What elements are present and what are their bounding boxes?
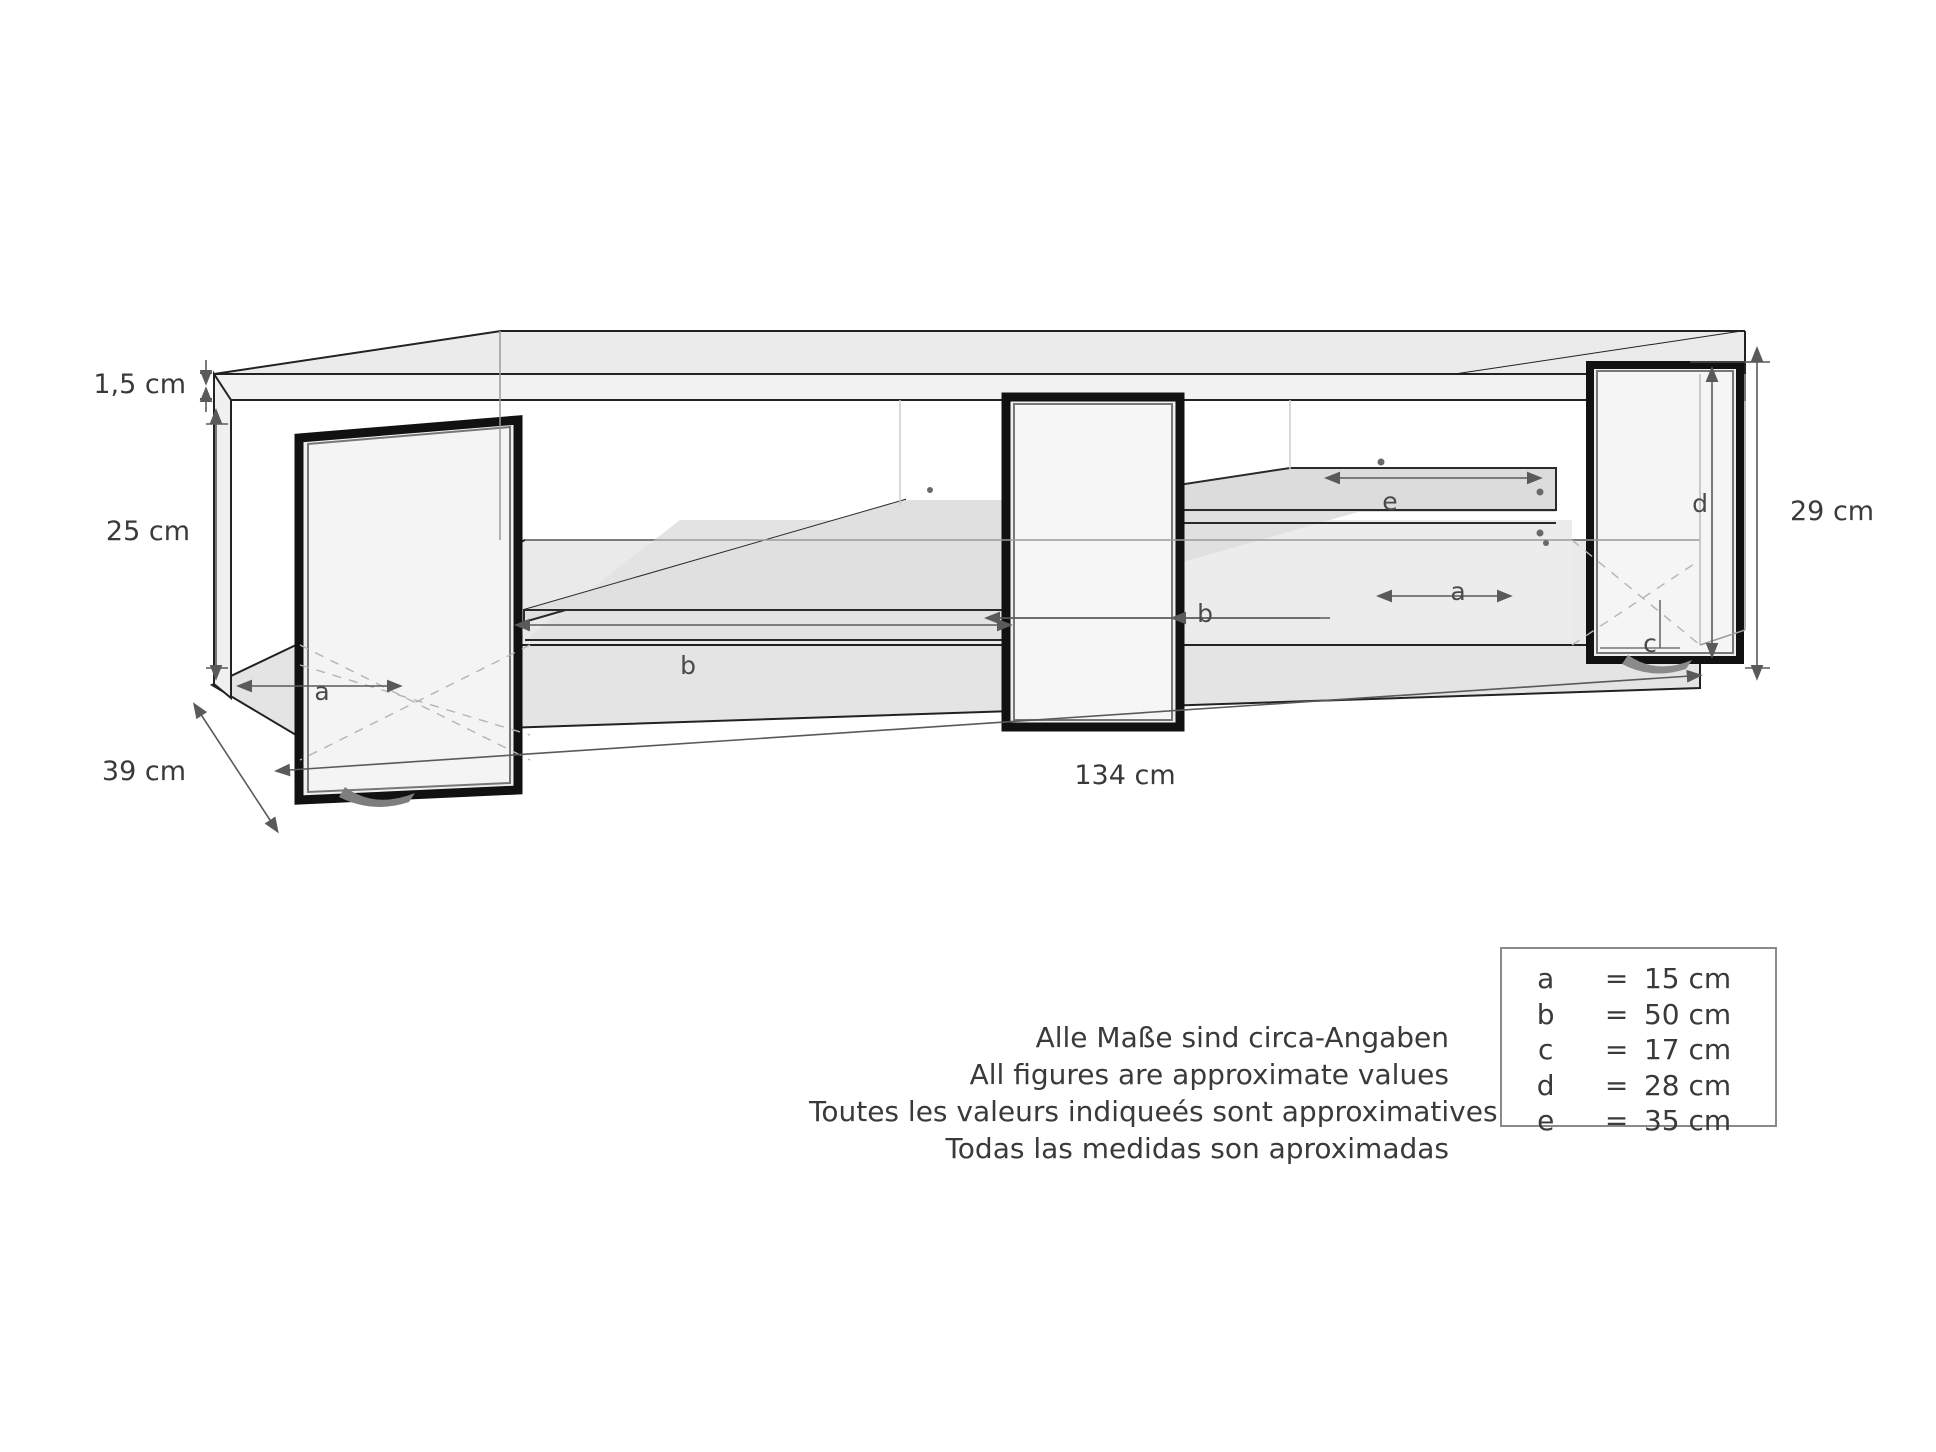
left-front-panel xyxy=(299,420,518,800)
dim-inner-height: 25 cm xyxy=(105,516,190,547)
legend-value: 17 cm xyxy=(1643,1033,1732,1067)
legend-row xyxy=(1502,997,1775,1033)
legend-equals: = xyxy=(1604,997,1629,1031)
note-es: Todas las medidas son aproximadas xyxy=(945,1131,1449,1165)
legend-equals: = xyxy=(1604,962,1629,995)
callout-a-left: a xyxy=(314,677,330,706)
cabinet-body xyxy=(212,331,1745,807)
legend-key: d xyxy=(1536,1068,1555,1102)
callout-d-right: d xyxy=(1692,489,1708,518)
note-en: All figures are approximate values xyxy=(969,1057,1449,1091)
dim-total-height: 29 cm xyxy=(1790,496,1875,527)
dim-width: 134 cm xyxy=(1074,760,1176,791)
legend-equals: = xyxy=(1604,1104,1629,1138)
callout-a-right: a xyxy=(1450,577,1466,606)
legend-value: 50 cm xyxy=(1643,997,1732,1031)
legend-value: 28 cm xyxy=(1643,1068,1732,1102)
legend-box xyxy=(1500,947,1777,1138)
dim-top-thickness: 1,5 cm xyxy=(93,369,186,400)
legend-key: a xyxy=(1537,962,1555,995)
legend-value: 15 cm xyxy=(1643,962,1732,995)
legend-key: e xyxy=(1537,1104,1555,1138)
legend-equals: = xyxy=(1604,1033,1629,1067)
dim-depth: 39 cm xyxy=(101,756,186,787)
callout-b-right: b xyxy=(1197,599,1213,628)
legend-row xyxy=(1502,1103,1775,1139)
legend-row xyxy=(1502,1032,1775,1068)
callout-b-left: b xyxy=(680,651,696,680)
legend-value: 35 cm xyxy=(1643,1104,1732,1138)
legend-key: b xyxy=(1536,997,1555,1031)
approximate-values-notes xyxy=(809,1020,1498,1168)
legend-key: c xyxy=(1537,1033,1554,1067)
center-front-panel xyxy=(1006,397,1180,727)
legend-row xyxy=(1502,961,1775,997)
legend-row xyxy=(1502,1068,1775,1104)
callout-c-right: c xyxy=(1643,629,1657,658)
legend-table xyxy=(1502,961,1775,1139)
callout-e-right: e xyxy=(1382,487,1398,516)
note-fr: Toutes les valeurs indiqueés sont approximatives xyxy=(809,1094,1498,1128)
legend-equals: = xyxy=(1604,1068,1629,1102)
note-de: Alle Maße sind circa-Angaben xyxy=(1035,1021,1449,1054)
